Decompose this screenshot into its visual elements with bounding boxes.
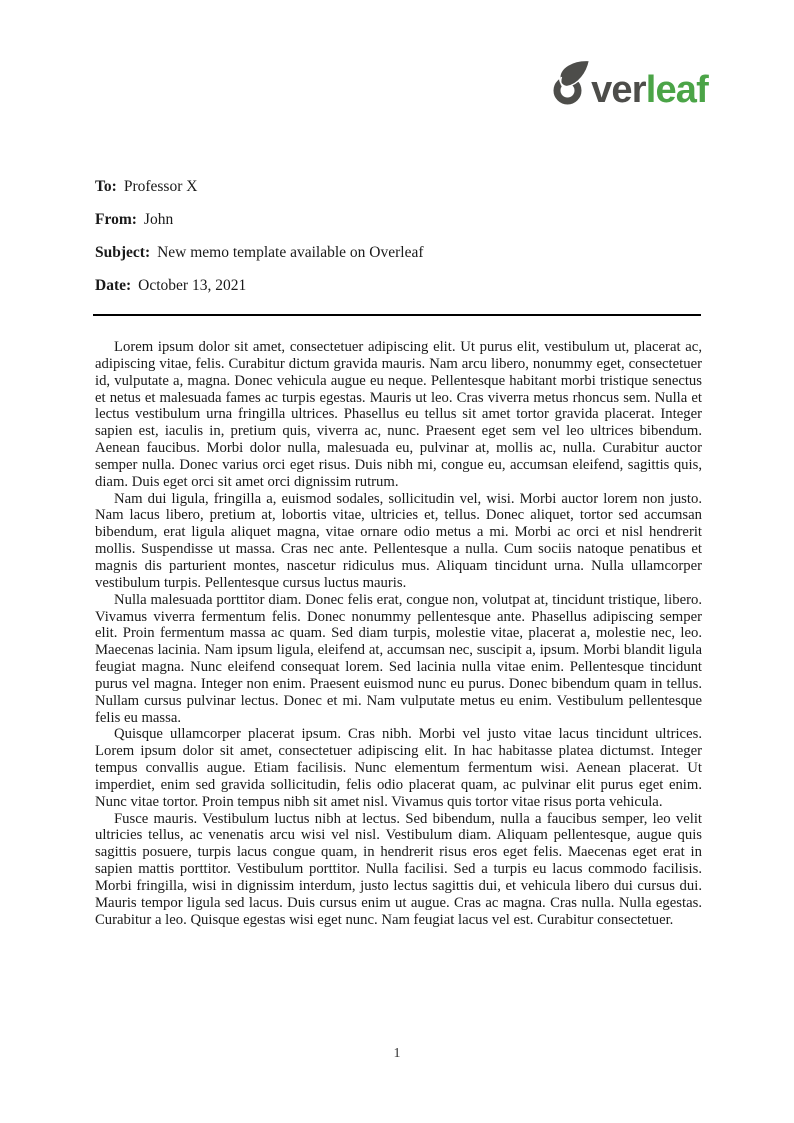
page-number: 1	[393, 1046, 401, 1061]
memo-field-date-label: Date:	[95, 277, 132, 294]
memo-field-date	[95, 276, 701, 295]
memo-body	[95, 339, 702, 929]
memo-field-subject-value: New memo template available on Overleaf	[157, 244, 424, 261]
body-paragraph-1: Lorem ipsum dolor sit amet, consectetuer adipiscing elit. Ut purus elit, vestibulum ut, placerat ac, adipiscing vitae, felis. Curabitur dictum gravida mauris. Nam arcu libero, nonummy eget, consectetuer id, vulputate a, magna. Donec vehicula augue eu neque. Pellentesque habitant morbi tristique senectus et netus et malesuada fames ac turpis egestas. Mauris ut leo. Cras viverra metus rhoncus sem. Nulla et lectus vestibulum urna fringilla ultrices. Phasellus eu tellus sit amet tortor gravida placerat. Integer sapien est, iaculis in, pretium quis, viverra ac, nunc. Praesent eget sem vel leo ultrices bibendum. Aenean faucibus. Morbi dolor nulla, malesuada eu, pulvinar at, mollis ac, nulla. Curabitur auctor semper nulla. Donec varius orci eget risus. Duis nibh mi, congue eu, accumsan eleifend, sagittis quis, diam. Duis eget orci sit amet orci dignissim rutrum.	[95, 339, 702, 490]
body-paragraph-4: Quisque ullamcorper placerat ipsum. Cras nibh. Morbi vel justo vitae lacus tincidunt ultrices. Lorem ipsum dolor sit amet, consectetuer adipiscing elit. In hac habitasse platea dictumst. Integer tempus convallis augue. Etiam facilisis. Nunc elementum fermentum wisi. Aenean placerat. Ut imperdiet, enim sed gravida sollicitudin, felis odio placerat quam, ac pulvinar elit purus eget enim. Nunc vitae tortor. Proin tempus nibh sit amet nisl. Vivamus quis tortor vitae risus porta vehicula.	[95, 726, 702, 810]
body-paragraph-3: Nulla malesuada porttitor diam. Donec felis erat, congue non, volutpat at, tincidunt tristique, libero. Vivamus viverra fermentum felis. Donec nonummy pellentesque ante. Phasellus adipiscing semper elit. Proin fermentum massa ac quam. Sed diam turpis, molestie vitae, placerat a, molestie nec, leo. Maecenas lacinia. Nam ipsum ligula, eleifend at, accumsan nec, suscipit a, ipsum. Morbi blandit ligula feugiat magna. Nunc eleifend consequat lorem. Sed lacinia nulla vitae enim. Pellentesque tincidunt purus vel magna. Integer non enim. Praesent euismod nunc eu purus. Donec bibendum quam in tellus. Nullam cursus pulvinar lectus. Donec et mi. Nam vulputate metus eu enim. Vestibulum pellentesque felis eu massa.	[95, 591, 702, 726]
memo-field-subject	[95, 243, 701, 262]
body-paragraph-5: Fusce mauris. Vestibulum luctus nibh at lectus. Sed bibendum, nulla a faucibus semper, leo velit ultricies tellus, ac venenatis arcu wisi vel nisl. Vestibulum diam. Aliquam pellentesque, augue quis sagittis posuere, turpis lacus congue quam, in hendrerit risus eros eget felis. Maecenas eget erat in sapien mattis porttitor. Vestibulum porttitor. Nulla facilisi. Sed a turpis eu lacus commodo facilisis. Morbi fringilla, wisi in dignissim interdum, justo lectus sagittis dui, et vehicula libero dui cursus dui. Mauris tempor ligula sed lacus. Duis cursus enim ut augue. Cras ac magna. Cras nulla. Nulla egestas. Curabitur a leo. Quisque egestas wisi eget nunc. Nam feugiat lacus vel est. Curabitur consectetuer.	[95, 810, 702, 928]
horizontal-rule	[93, 314, 701, 316]
logo-text-gray: ver	[591, 69, 646, 112]
memo-header-fields	[95, 177, 701, 309]
overleaf-o-leaf-icon	[553, 60, 591, 105]
memo-field-subject-label: Subject:	[95, 244, 151, 261]
overleaf-logo	[553, 60, 708, 112]
memo-field-to	[95, 177, 701, 196]
logo-text-green: leaf	[645, 69, 708, 112]
memo-field-from-label: From:	[95, 211, 137, 228]
memo-field-to-label: To:	[95, 178, 117, 195]
memo-field-to-value: Professor X	[123, 178, 198, 195]
body-paragraph-2: Nam dui ligula, fringilla a, euismod sodales, sollicitudin vel, wisi. Morbi auctor lorem non justo. Nam lacus libero, pretium at, lobortis vitae, ultricies et, tellus. Donec aliquet, tortor sed accumsan bibendum, erat ligula aliquet magna, vitae ornare odio metus a mi. Morbi ac orci et nisl hendrerit mollis. Suspendisse ut massa. Cras nec ante. Pellentesque a nulla. Cum sociis natoque penatibus et magnis dis parturient montes, nascetur ridiculus mus. Aliquam tincidunt urna. Nulla ullamcorper vestibulum turpis. Pellentesque cursus luctus mauris.	[95, 490, 702, 591]
memo-field-date-value: October 13, 2021	[138, 277, 247, 294]
memo-field-from	[95, 210, 701, 229]
memo-field-from-value: John	[143, 211, 174, 228]
